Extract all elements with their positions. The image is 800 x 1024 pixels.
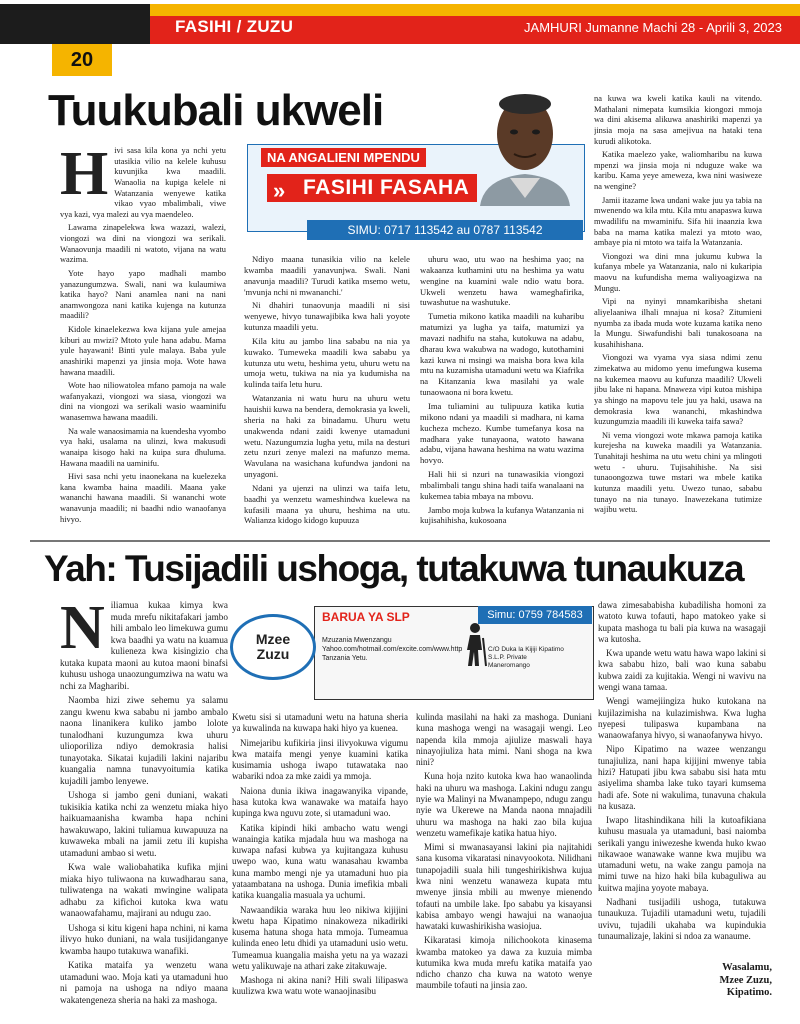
page-header xyxy=(0,0,800,44)
banner-tag: NA ANGALIENI MPENDU xyxy=(261,148,426,167)
article1-column-1 xyxy=(60,146,226,532)
address-line: Mzuzania Mwenzangu xyxy=(322,637,392,644)
mzee-zuzu-banner xyxy=(230,606,594,702)
paragraph: Watanzania ni watu huru na uhuru wetu hauishii kuwa na bendera, demokrasia ya kweli, sheria na haki za binadamu. Uhuru wetu unakwenda ndani zaidi kwenye utamaduni wetu. Nazungumzia lugha yetu, mila na desturi zetu nzuri zenye malezi na mafunzo mema. Wavulana na wasichana kufundwa jandoni na unyagoni. xyxy=(244,393,410,480)
paragraph: Nadhani tusijadili ushoga, tutakuwa tunaukuza. Tujadili utamaduni wetu, tujadili uvivu, tujadili ukahaba wa kupindukia tunaumalizaje, lakini si ndoa za wanaume. xyxy=(598,897,766,941)
paragraph: dawa zimesababisha kubadilisha homoni za watoto kuwa tofauti, hapo matokeo yake si kupata mashoga tu bali pia kuwa na wasagaji wa kutosha. xyxy=(598,600,766,644)
paragraph: Ushoga si kitu kigeni hapa nchini, ni kama ilivyo huko duniani, na wala tusijidanganye kwamba haupo tutakuwa wanafiki. xyxy=(60,922,228,956)
po-line: Maneromango xyxy=(488,662,530,669)
paragraph: Kila kitu au jambo lina sababu na nia ya kuwako. Tumeweka maadili kwa sababu ya kutunza utu wetu, heshima yetu, uhuru wetu na umoja wetu, tukiwa na nia ya kudumisha na kulinda taifa letu huru. xyxy=(244,335,410,390)
columnist-phone: SIMU: 0717 113542 au 0787 113542 xyxy=(307,220,583,240)
address-block xyxy=(322,636,462,663)
paragraph: Viongozi wa vyama vya siasa ndimi zenu zimekatwa au midomo yenu imefungwa kusema na kukemea maovu au kufunza maadili? Ukweli jibu lake ni hapana. Mnaweza vipi kutoa mishipa ya shingo na mapovu tele juu ya haki, usawa na demokrasia kwa wananchi, mkashindwa kuzungumzia maadili ili kuweka taifa sawa? xyxy=(594,353,762,427)
columnist-photo xyxy=(470,86,580,206)
paragraph: Yote hayo yapo madhali mambo yanazungumzwa. Swali, nani wa kulaumiwa katika hayo? Nani anamlea nani na nani anamwongoza nani katika kujenga na kutunza maadili? xyxy=(60,268,226,321)
paragraph: Tumetia mikono katika maadili na kuharibu matumizi ya lugha ya taifa, matumizi ya mavazi nadhifu na staha, kutokuwa na adabu, dharau kwa wakubwa na wadogo, kutothamini kazi kuwa ni msingi wa maisha bora kwa kila mtu na kuzamisha utamaduni wetu wa Kiafrika na Kitanzania kwa masilahi ya wale tunaowaona ni bora kwetu. xyxy=(420,311,584,398)
column-title: BARUA YA SLP xyxy=(322,610,410,624)
signoff-line: Wasalamu, xyxy=(722,962,772,973)
paragraph: Iwapo litashindikana hili la kutoafikiana kuhusu masuala ya utamaduni, basi naiomba serikali yangu iniwezeshe kwenda huko kwao nikawaoe wanawake wanne kwa mujibu wa utamaduni wetu, na wake zangu pamoja na mimi tuwe na hizo haki bila kubaguliwa au kuitwa majina yoyote mabaya. xyxy=(598,815,766,893)
address-line: Yahoo.com/hotmail.com/excite.com/www.http xyxy=(322,646,463,653)
paragraph: Wote hao niliowatolea mfano pamoja na wale wafanyakazi, viongozi wa siasa, viongozi wa dini na viongozi wa serikali wasio waaminifu wanasemwa hawana maadili. xyxy=(60,381,226,422)
paragraph: Nipo Kipatimo na wazee wenzangu tunajiuliza, nani hapa kijijini mwenye tabia hizi? Hatupati jibu kwa sababu sisi hata mtu asiyelima shamba lake tuko tayari kumsema hadi afe. Sote ni wakulima, tunavuna chakula na kusaza. xyxy=(598,744,766,811)
paragraph: Kwa wale waliobahatika kufika mjini miaka hiyo tuliwaona na kuwadharau sana, tuliwatenga na wakati mwingine walipata adhabu za kifichoi kutoka kwa watu wanaowafahamu, majirani au ndugu zao. xyxy=(60,862,228,918)
paragraph: Kidole kinaelekezwa kwa kijana yule amejaa kiburi au mwizi? Mtoto yule hana adabu. Mama yule hayawani! Binti yule malaya. Baba yule anashiriki mapenzi ya jinsia moja. Wote hawa hawana maadili. xyxy=(60,325,226,377)
paragraph: Kuna hoja nzito kutoka kwa hao wanaolinda haki na uhuru wa mashoga. Lakini ndugu zangu nyie wa Malinyi na Mwanampepo, ndugu zangu nyie wa Ukerewe na Manda naona mnajadili uhuru wa mashoga na haki zao bila kujua wenzetu wamefikaje katika hatua hiyo. xyxy=(416,771,592,838)
paragraph: Nimejaribu kufikiria jinsi ilivyokuwa vigumu kwa mataifa mengi yenye kuamini katika kusimamia ushoga iwapo tutawataka nao wabariki ndoa za mke zaidi ya mmoja. xyxy=(232,737,408,782)
signoff xyxy=(720,962,773,1000)
po-line: S.L.P. Private xyxy=(488,654,527,661)
article2-headline: Yah: Tusijadili ushoga, tutakuwa tunaukuza xyxy=(44,548,744,589)
paragraph: Kikaratasi kimoja nilichookota kinasema kwamba matokeo ya dawa za kuzuia mimba kutumika kwa muda mrefu katika mataifa yao ndicho chanzo cha kuwa na watoto wenye maumbile tofauti na jinsia zao. xyxy=(416,935,592,991)
paragraph: Naiona dunia ikiwa inagawanyika vipande, hasa kutoka kwa wanawake wa mataifa hayo kupinga kwa nguvu zote, si utamaduni wao. xyxy=(232,785,408,819)
walking-man-icon xyxy=(462,622,488,673)
logo-line: Zuzu xyxy=(256,646,290,662)
paragraph: Kwa upande wetu watu hawa wapo lakini si kwa sababu hizo, bali wao kuna sababu kubwa zaidi za kujitakia. Wengi ni wavivu na wengi wana tamaa. xyxy=(598,648,766,692)
paragraph: uhuru wao, utu wao na heshima yao; na wakaanza kuthamini utu na heshima ya watu wengine na kuamini wale ndio watu bora. Ukweli wenzetu hawa wameghafirika, tuwashutue na washutuke. xyxy=(420,254,584,308)
page-number: 20 xyxy=(52,44,112,76)
paragraph: Jambo moja kubwa la kufanya Watanzania ni kujisahihisha, kukosoana xyxy=(420,504,584,526)
paragraph: Hivi sasa nchi yetu inaonekana na kuelezeka kana kwamba haina maadili. Maana yake wananchi hawana maadili. Si wananchi wote wanavunja maadili; ni baadhi ndio wanaofanya hivyo. xyxy=(60,472,226,524)
signoff-line: Mzee Zuzu, xyxy=(719,974,772,986)
drop-cap: N xyxy=(60,600,105,662)
paragraph: Hali hii si nzuri na tunawasikia viongozi mbalimbali tangu shina hadi taifa wanalaani na kukemea tabia mbaya na mbovu. xyxy=(420,469,584,501)
paragraph: Nawaandikia waraka huu leo nikiwa kijijini kwetu hapa Kipatimo ninakoweza nikadiriki kusema hatuna shoga hata mmoja. Tumeamua kulinda eneo letu dhidi ya utamaduni usio wetu. Tumeamua kuangalia maisha yetu na ya wazazi wetu yalikuwaje na athari zake zitakuwaje. xyxy=(232,904,408,971)
paragraph: kulinda masilahi na haki za mashoga. Duniani kuna mashoga wengi na wasagaji wengi. Leo napenda kila mmoja ajiulize maswali haya ninayojiuliza hata mimi. Nani shoga na kwa nini? xyxy=(416,712,592,768)
article1-column-3 xyxy=(420,254,584,532)
paragraph: Katika mataifa ya wenzetu wana utamaduni wao. Moja kati ya utamaduni huo ni pamoja na ushoga na ndiyo maana wakatengeneza sheria na haki za mashoga. xyxy=(60,960,228,1005)
logo-line: Mzee xyxy=(255,631,291,647)
mzee-zuzu-logo xyxy=(230,614,316,680)
article2-column-1 xyxy=(60,600,228,1016)
paragraph: Kwetu sisi si utamaduni wetu na hatuna sheria ya kuwalinda na kuwapa haki hiyo ya kuenea. xyxy=(232,712,408,734)
paragraph: Na wale wanaosimamia na kuendesha vyombo vya haki, usalama na ulinzi, kwa makusudi wanaipa kisogo haki na kuipa sura dhuluma. Hawana maadili na uaminifu. xyxy=(60,426,226,468)
paragraph: Naomba hizi ziwe sehemu ya salamu zangu kwenu kwa sababu ni jambo ambalo naona linanikera kuliko jambo lolote tunalodhani kuzungumza kwa uhuru ulioporiliza ndiyo demokrasia halisi tunayotaka. Sikatai kujadili lakini najaribu kuangalia namna tunavyoitumia katika kujadili jambo lenyewe. xyxy=(60,695,228,786)
paragraph: na kuwa wa kweli katika kauli na vitendo. Mathalani nimepata kumsikia kiongozi mmoja wa dini akisema alikuwa anashiriki mapenzi ya jinsia moja na sasa amejivua na hataki tena kurudi alikotoka. xyxy=(594,94,762,146)
paragraph: Vipi na nyinyi mnamkaribisha shetani aliyelaaniwa ilhali mnajua ni kosa? Zitumieni nyumba za ibada muda wote kuzama katika neno la Mungu. Siwafundishi bali tunakosoana na kusahihishana. xyxy=(594,297,762,349)
article1-headline: Tuukubali ukweli xyxy=(48,86,384,135)
paragraph: Mimi si mwanasayansi lakini pia najitahidi sana kusoma vikaratasi ninavyookota. Nilidhani tunapojadili suala hili tungeshirikishwa kujua kwa nini wenzetu wanaweza kupata mtu mwenye jinsia mbili au mwenye mienendo tofauti na umbile lake. Ipo sababu ya kisayansi kabisa ambayo wengi hawajui na wanaojua hawataki kuwashirikisha wasiojua. xyxy=(416,842,592,932)
paragraph: iliamua kukaa kimya kwa muda mrefu nikitafakari jambo hili ambalo leo limekuwa gumu kwa baadhi ya watu na kuamua kulieneza kwa kisingizio cha kutaka kupata maoni au kutoa maoni binafsi kuhusu ushoga unaozungumziwa na watu wa nchi za Magharibi. xyxy=(60,600,228,691)
article1-column-2 xyxy=(244,254,410,532)
paragraph: Katika maelezo yake, waliomharibu na kuwa mpenzi wa jinsia moja ni nduguze wake wa karibu. Kama yeye ameweza, kwa nini wasiweze na wengine? xyxy=(594,150,762,191)
section-title: FASIHI / ZUZU xyxy=(175,17,294,36)
article2-column-4 xyxy=(598,600,766,958)
paragraph: Ni dhahiri tunaovunja maadili ni sisi wenyewe, hivyo tunawajibika kwa hali yoyote kutunza maadili yetu. xyxy=(244,300,410,333)
paragraph: Ni vema viongozi wote mkawa pamoja katika kurejesha na kuweka maadili ya Watanzania. Tunahitaji heshima na utu wetu chini ya mlingoti wetu - uhuru. Tujisahihishe. Na sisi tunaoongozwa tuwe mstari wa mbele katika kutunza maadili yetu. Uwezo tunao, sababu tunayo na nia tunayo. Inawezekana tutimize wajibu wetu. xyxy=(594,430,762,515)
paragraph: Jamii itazame kwa undani wake juu ya tabia na mwenendo wa kila mtu. Kila mtu anapaswa kuwa mwadilifu na mwaminifu. Sifa hii inaanzia kwa baba na mama katika malezi ya mtoto wao, ambaye pia ni mtoto wa taifa la Watanzania. xyxy=(594,195,762,248)
po-line: C/O Duka la Kijiji Kipatimo xyxy=(488,646,564,653)
paragraph: Viongozi wa dini mna jukumu kubwa la kufanya mbele ya Watanzania, nalo ni kukaripia maovu na kufundisha mema waliyoagizwa na Mungu. xyxy=(594,251,762,293)
header-black-block xyxy=(0,4,150,44)
column-phone: Simu: 0759 784583 xyxy=(478,606,592,624)
paragraph: Katika kipindi hiki ambacho watu wengi wanaingia katika mjadala huu wa mashoga na kuwapa nafasi kubwa ya kujitangaza kuhusu uwepo wao, kuna watu wanasahau kwamba kuna mambo mengi nje ya utamaduni huo pia yataambatana na ushoga. Dunia imefikia mbali katika kuangalia masuala ya uchumi. xyxy=(232,822,408,901)
paragraph: Wengi wamejiingiza huko kutokana na kujilazimisha na kulazimishwa. Kwa lugha nyepesi tulipaswa kupambana na wanaowafanya hivyo, si wanaofanywa hivyo. xyxy=(598,696,766,741)
paragraph: ivi sasa kila kona ya nchi yetu utasikia vilio na kelele kuhusu kuvunjika kwa maadili. Wanaolia na kupiga kelele ni Watanzania wenyewe katika vikao vyao mbalimbali, viwe vya kazi, vya malezi au vya maendeleo. xyxy=(60,146,226,219)
article2-column-2 xyxy=(232,712,408,1016)
section-divider xyxy=(30,540,770,542)
paragraph: Ima tuliamini au tulipuuza katika kutia mikono ndani ya maadili si madhara, ni kama kucheza mchezo. Kumbe tumefanya kosa na madhara yake tunayaona, watoto hawana adabu, vijana hawana heshima na watu wazima hovyo. xyxy=(420,400,584,466)
paragraph: Mashoga ni akina nani? Hili swali lilipaswa kuulizwa kwa watu wote wanaojinasibu xyxy=(232,975,408,997)
paragraph: Ushoga si jambo geni duniani, wakati tukisikia katika nchi za wenzetu miaka hiyo haikuamaanisha kwamba hapa nchini hawakuwapo, lakini tuliamua kuwapuuza na kuwaweka mbali na jamii zetu ili kupisha utamaduni ambao si wetu. xyxy=(60,790,228,858)
po-box-block xyxy=(488,646,564,670)
issue-date: JAMHURI Jumanne Machi 28 - Aprili 3, 2023 xyxy=(524,20,782,35)
header-yellow-stripe xyxy=(150,4,800,16)
columnist-name: FASIHI FASAHA xyxy=(267,174,477,202)
paragraph: Ndiyo maana tunasikia vilio na kelele kwamba maadili yanavunjwa. Swali. Nani anavunja maadili? Turudi katika msemo wetu, 'mvunja nchi ni mwananchi.' xyxy=(244,254,410,297)
address-line: Tanzania Yetu. xyxy=(322,655,368,662)
article2-column-3 xyxy=(416,712,592,1016)
paragraph: Lawama zinapelekwa kwa wazazi, walezi, viongozi wa dini na viongozi wa serikali. Wanaovunja maadili ni watoto, vijana na watu wazima. xyxy=(60,223,226,265)
chevron-icon: » xyxy=(273,178,286,203)
signoff-line: Kipatimo. xyxy=(726,987,772,998)
drop-cap: H xyxy=(60,146,109,208)
paragraph: Ndani ya ujenzi na ulinzi wa taifa letu, baadhi ya wenzetu wameshindwa kuelewa na kufasili maana ya uhuru, heshima na utu. Walianza kidogo kidogo kupuuza xyxy=(244,482,410,526)
article1-column-4 xyxy=(594,94,762,536)
